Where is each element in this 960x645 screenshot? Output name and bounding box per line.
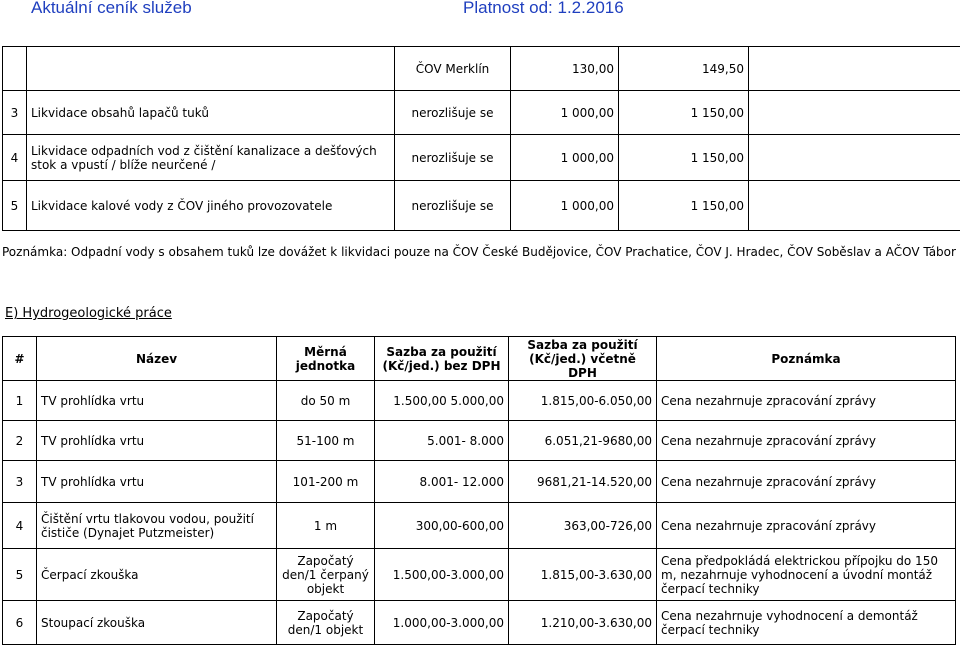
col-header-note: Poznámka (657, 337, 956, 381)
row-unit: Započatý den/1 objekt (277, 601, 375, 645)
price-table-1 (2, 46, 960, 231)
row-note: Cena nezahrnuje zpracování zprávy (657, 461, 956, 503)
table-row (3, 503, 956, 549)
note-text: Poznámka: Odpadní vody s obsahem tuků lze dovážet k likvidaci pouze na ČOV České Budějovice, ČOV Prachatice, ČOV J. Hradec, ČOV Soběslav a AČOV Tábor (2, 245, 960, 259)
row-rate-excl-vat: 1.500,00-3.000,00 (375, 549, 509, 601)
row-name: TV prohlídka vrtu (37, 421, 277, 461)
row-unit: nerozlišuje se (395, 181, 511, 231)
table-row (3, 181, 960, 231)
header-title: Aktuální ceník služeb (31, 0, 192, 18)
row-number: 5 (3, 549, 37, 601)
row-rate-incl-vat: 1.815,00-3.630,00 (509, 549, 657, 601)
col-header-number: # (3, 337, 37, 381)
row-number: 1 (3, 381, 37, 421)
row-rate-excl-vat: 300,00-600,00 (375, 503, 509, 549)
price-table-2 (2, 336, 956, 645)
row-note: Cena předpokládá elektrickou přípojku do 150 m, nezahrnuje vyhodnocení a úvodní montáž čerpací techniky (657, 549, 956, 601)
row-unit: 101-200 m (277, 461, 375, 503)
row-number: 4 (3, 503, 37, 549)
row-rate-incl-vat: 1.210,00-3.630,00 (509, 601, 657, 645)
row-unit: nerozlišuje se (395, 91, 511, 135)
header-validity: Platnost od: 1.2.2016 (463, 0, 624, 18)
merklin-value-1: 130,00 (511, 47, 619, 91)
row-description: Likvidace odpadních vod z čištění kanalizace a dešťových stok a vpustí / blíže neurčené / (27, 135, 395, 181)
table-row (3, 47, 960, 91)
row-note: Cena nezahrnuje zpracování zprávy (657, 421, 956, 461)
row-name: Stoupací zkouška (37, 601, 277, 645)
row-number: 2 (3, 421, 37, 461)
col-header-rate-incl-vat: Sazba za použití (Kč/jed.) včetně DPH (509, 337, 657, 381)
table-row (3, 135, 960, 181)
row-unit: nerozlišuje se (395, 135, 511, 181)
row-number: 5 (3, 181, 27, 231)
row-value-1: 1 000,00 (511, 135, 619, 181)
row-unit: do 50 m (277, 381, 375, 421)
table-row (3, 381, 956, 421)
col-header-unit: Měrná jednotka (277, 337, 375, 381)
row-rate-excl-vat: 1.000,00-3.000,00 (375, 601, 509, 645)
merklin-name: ČOV Merklín (395, 47, 511, 91)
row-unit: Započatý den/1 čerpaný objekt (277, 549, 375, 601)
row-rate-incl-vat: 6.051,21-9680,00 (509, 421, 657, 461)
row-rate-incl-vat: 363,00-726,00 (509, 503, 657, 549)
row-name: Čerpací zkouška (37, 549, 277, 601)
row-number: 6 (3, 601, 37, 645)
row-value-1: 1 000,00 (511, 91, 619, 135)
row-value-2: 1 150,00 (619, 181, 749, 231)
row-unit: 51-100 m (277, 421, 375, 461)
row-rate-excl-vat: 8.001- 12.000 (375, 461, 509, 503)
row-value-2: 1 150,00 (619, 91, 749, 135)
row-name: Čištění vrtu tlakovou vodou, použití čističe (Dynajet Putzmeister) (37, 503, 277, 549)
row-description: Likvidace kalové vody z ČOV jiného provozovatele (27, 181, 395, 231)
table-row (3, 601, 956, 645)
section-title: E) Hydrogeologické práce (5, 306, 172, 321)
row-rate-excl-vat: 5.001- 8.000 (375, 421, 509, 461)
row-name: TV prohlídka vrtu (37, 381, 277, 421)
row-name: TV prohlídka vrtu (37, 461, 277, 503)
row-number: 4 (3, 135, 27, 181)
row-rate-incl-vat: 9681,21-14.520,00 (509, 461, 657, 503)
row-value-1: 1 000,00 (511, 181, 619, 231)
table-header-row (3, 337, 956, 381)
table-row (3, 91, 960, 135)
row-description: Likvidace obsahů lapačů tuků (27, 91, 395, 135)
row-note: Cena nezahrnuje vyhodnocení a demontáž čerpací techniky (657, 601, 956, 645)
table-row (3, 549, 956, 601)
table-row (3, 461, 956, 503)
merklin-value-2: 149,50 (619, 47, 749, 91)
row-note: Cena nezahrnuje zpracování zprávy (657, 503, 956, 549)
row-rate-incl-vat: 1.815,00-6.050,00 (509, 381, 657, 421)
table-row (3, 421, 956, 461)
row-number: 3 (3, 91, 27, 135)
row-note: Cena nezahrnuje zpracování zprávy (657, 381, 956, 421)
row-number: 3 (3, 461, 37, 503)
row-value-2: 1 150,00 (619, 135, 749, 181)
row-unit: 1 m (277, 503, 375, 549)
col-header-name: Název (37, 337, 277, 381)
row-rate-excl-vat: 1.500,00 5.000,00 (375, 381, 509, 421)
col-header-rate-excl-vat: Sazba za použití (Kč/jed.) bez DPH (375, 337, 509, 381)
